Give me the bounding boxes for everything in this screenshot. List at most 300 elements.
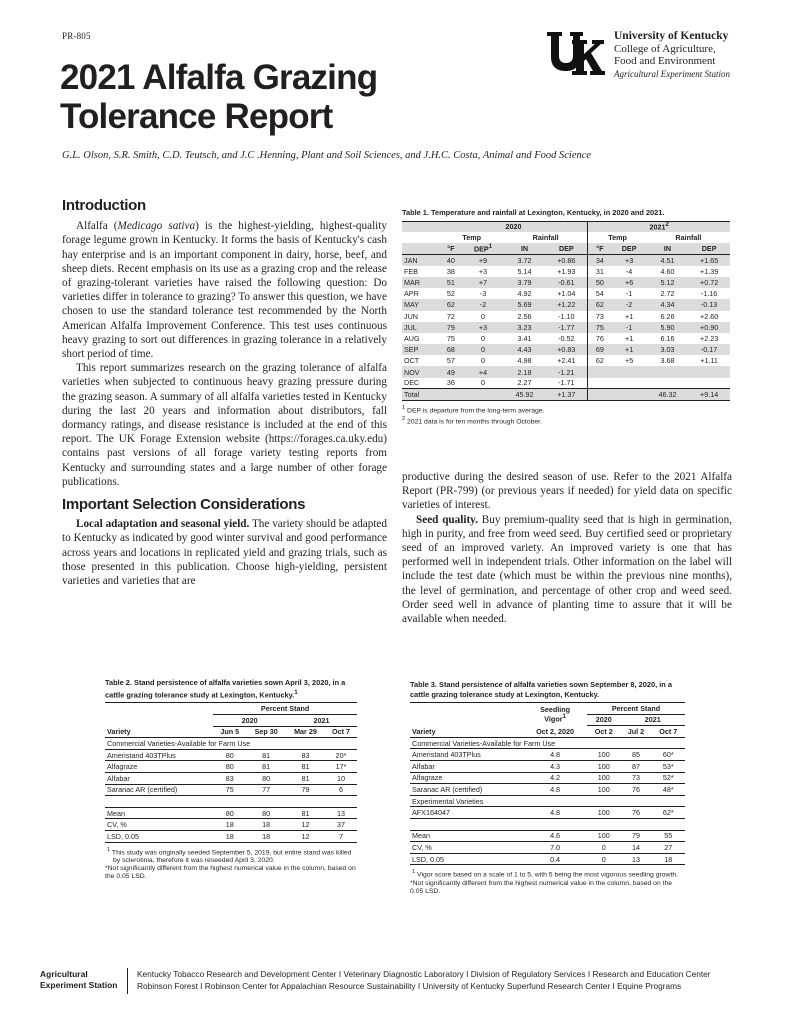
year-2020-header: 2020 bbox=[440, 221, 588, 232]
table-cell: 81 bbox=[301, 773, 310, 783]
table-cell: 81 bbox=[301, 762, 310, 772]
table-cell: -2 bbox=[479, 300, 487, 310]
spacer-row bbox=[105, 796, 357, 808]
row-label: SEP bbox=[404, 345, 419, 355]
table-cell: 7.0 bbox=[550, 842, 561, 852]
table-cell: 0.4 bbox=[550, 854, 561, 864]
variety-name: AFX164047 bbox=[412, 808, 450, 818]
table-cell: -1.77 bbox=[558, 322, 575, 332]
table-cell: 0 bbox=[481, 378, 485, 388]
table-cell: 100 bbox=[597, 773, 610, 783]
table-row bbox=[105, 773, 357, 785]
table-cell: 6 bbox=[338, 785, 343, 795]
table-cell: 0 bbox=[481, 311, 485, 321]
table-cell: 5.14 bbox=[517, 266, 532, 276]
table-row bbox=[410, 749, 685, 761]
table-row bbox=[410, 830, 685, 842]
table-cell: 4.51 bbox=[660, 255, 675, 265]
table-3-caption: Table 3. Stand persistence of alfalfa varieties sown September 8, 2020, in a cattle grazing tolerance study at Lexington, Kentucky. bbox=[410, 680, 672, 699]
intro-heading: Introduction bbox=[62, 197, 146, 214]
table-cell: 50 bbox=[588, 277, 612, 288]
year-2021-header: 2021 bbox=[286, 715, 357, 727]
rain-header: Rainfall bbox=[532, 233, 559, 243]
variety-name: Alfabar bbox=[107, 773, 130, 783]
table-cell: 20* bbox=[335, 750, 347, 760]
table-cell: 17* bbox=[335, 762, 347, 772]
table-cell: 3.03 bbox=[660, 345, 675, 355]
table-row bbox=[402, 255, 730, 266]
table-3-footnote-2: *Not significantly different from the highest numerical value in the column, based on the 0.05 LSD. bbox=[410, 879, 673, 895]
table-cell: 3.23 bbox=[517, 322, 532, 332]
table-cell: -1.10 bbox=[558, 311, 575, 321]
vigor-header: Seedling Vigor$^1$ bbox=[540, 705, 571, 724]
table-cell: 81 bbox=[301, 808, 310, 818]
table-cell: 38 bbox=[446, 266, 455, 276]
col-in-2021: IN bbox=[647, 243, 688, 254]
blank bbox=[402, 243, 440, 254]
percent-stand-header: Percent Stand bbox=[213, 703, 357, 715]
table-cell: 13 bbox=[336, 808, 345, 818]
local-adaptation-paragraph bbox=[62, 517, 387, 588]
year-2021-header: 2021$^2$ bbox=[588, 221, 730, 232]
table-cell: +0.86 bbox=[557, 255, 576, 265]
variety-name: LSD, 0.05 bbox=[107, 831, 139, 841]
variety-name: Ameristand 403TPlus bbox=[412, 750, 481, 760]
table-cell: 36 bbox=[446, 378, 455, 388]
table-cell: +1.39 bbox=[700, 266, 719, 276]
table-cell: 75 bbox=[446, 333, 455, 343]
col-header: Sep 30 bbox=[254, 727, 278, 737]
table-cell: 53* bbox=[662, 761, 674, 771]
temp-header-2021: Temp bbox=[588, 232, 647, 243]
percent-stand-header: Percent Stand bbox=[587, 703, 685, 715]
table-cell: 83 bbox=[225, 773, 234, 783]
table-cell: -0.52 bbox=[558, 333, 575, 343]
spacer-row bbox=[410, 818, 685, 830]
row-label: FEB bbox=[404, 266, 418, 276]
left-column bbox=[62, 199, 387, 588]
table-cell: 34 bbox=[588, 255, 612, 266]
table-cell: 51 bbox=[446, 278, 455, 288]
table-cell: 80 bbox=[262, 808, 271, 818]
table-cell: 18 bbox=[262, 820, 271, 830]
table-cell: 69 bbox=[588, 344, 612, 355]
table-row bbox=[410, 760, 685, 772]
table-cell bbox=[688, 366, 730, 377]
table-cell: 0 bbox=[601, 854, 606, 864]
variety-name: Ameristand 403TPlus bbox=[107, 750, 176, 760]
table-cell: 5.12 bbox=[660, 278, 675, 288]
blank bbox=[105, 715, 213, 727]
col-header: Jun 5 bbox=[220, 727, 240, 737]
table-cell: +7 bbox=[478, 278, 488, 288]
table-cell bbox=[611, 378, 646, 389]
table-cell bbox=[647, 378, 688, 389]
footer-left-line-2: Experiment Station bbox=[40, 980, 118, 990]
table-cell: 4.34 bbox=[660, 300, 675, 310]
footer-line-2: Robinson Forest I Robinson Center for Appalachian Resource Sustainability I University of Kentucky Superfund Research Center I Equine Programs bbox=[137, 980, 682, 991]
table-cell: +3 bbox=[478, 322, 488, 332]
col-in: IN bbox=[504, 243, 545, 254]
station-name: Agricultural Experiment Station bbox=[614, 69, 730, 79]
scientific-name: Medicago sativa bbox=[117, 220, 196, 233]
table-cell: 80 bbox=[225, 762, 234, 772]
table-cell bbox=[462, 389, 504, 400]
col-header: Oct 7 bbox=[331, 727, 350, 737]
variety-name: Alfagraze bbox=[412, 773, 443, 783]
row-label: JAN bbox=[404, 255, 418, 265]
table-cell: 37 bbox=[336, 820, 345, 830]
table-cell: 0 bbox=[481, 345, 485, 355]
table-cell: 2.56 bbox=[517, 311, 532, 321]
table-cell: 0 bbox=[481, 356, 485, 366]
variety-name: Mean bbox=[107, 808, 125, 818]
rain-header-2021: Rainfall bbox=[675, 233, 702, 243]
year-2020-header: 2020 bbox=[587, 714, 620, 726]
table-cell: 87 bbox=[631, 761, 640, 771]
stand-table-2021 bbox=[410, 702, 685, 865]
table-cell: -0.61 bbox=[558, 278, 575, 288]
table-cell: 4.2 bbox=[550, 773, 561, 783]
footer-programs bbox=[137, 969, 767, 992]
table-cell: 3.79 bbox=[517, 278, 532, 288]
section-label: Commercial Varieties-Available for Farm Use bbox=[105, 738, 357, 750]
table-cell: +4 bbox=[478, 367, 488, 377]
table-cell: +2.60 bbox=[700, 311, 719, 321]
publication-number: PR-805 bbox=[62, 31, 91, 41]
variety-header: Variety bbox=[412, 726, 436, 736]
table-cell: 18 bbox=[225, 820, 234, 830]
blank bbox=[410, 703, 523, 715]
table-row bbox=[402, 266, 730, 277]
table-row bbox=[410, 807, 685, 819]
table-1-footnote-2: $^2$ 2021 data is for ten months through October. bbox=[402, 415, 542, 426]
table-cell: 54 bbox=[588, 288, 612, 299]
table-row bbox=[402, 389, 730, 400]
table-cell: 57 bbox=[446, 356, 455, 366]
table-cell bbox=[611, 389, 646, 400]
table-cell: 79 bbox=[631, 831, 640, 841]
table-cell: 12 bbox=[301, 831, 310, 841]
table-cell: 18 bbox=[225, 831, 234, 841]
table-cell: 3.72 bbox=[517, 255, 532, 265]
table-row bbox=[105, 784, 357, 796]
table-cell: +0.83 bbox=[557, 345, 576, 355]
table-cell: 5.90 bbox=[660, 322, 675, 332]
table-cell: 72 bbox=[446, 311, 455, 321]
section-label: Experimental Varieties bbox=[410, 795, 685, 807]
table-cell: +6 bbox=[625, 278, 634, 288]
table-cell: +0.72 bbox=[700, 278, 719, 288]
table-row bbox=[402, 322, 730, 333]
table-cell: 4.43 bbox=[517, 345, 532, 355]
table-cell: 45.92 bbox=[515, 389, 534, 399]
table-cell: 7 bbox=[338, 831, 343, 841]
table-cell: 100 bbox=[597, 808, 610, 818]
table-row bbox=[402, 378, 730, 389]
table-cell: 80 bbox=[225, 750, 234, 760]
continuation-paragraph: productive during the desired season of use. Refer to the 2021 Alfalfa Report (PR-799) (or previous years if needed) for yield data on specific varieties of interest. bbox=[402, 471, 732, 512]
table-cell: 100 bbox=[597, 831, 610, 841]
table-row bbox=[402, 333, 730, 344]
table-cell: 3.41 bbox=[517, 333, 532, 343]
table-cell: 52* bbox=[662, 773, 674, 783]
table-cell: 18 bbox=[262, 831, 271, 841]
table-row bbox=[105, 831, 357, 843]
right-column bbox=[402, 470, 732, 626]
table-cell: 76 bbox=[631, 808, 640, 818]
variety-name: CV, % bbox=[107, 820, 127, 830]
table-3-footnote-1: $^1$ Vigor score based on a scale of 1 to 5, with 5 being the most vigorous seedling growth. bbox=[412, 869, 679, 879]
table-cell: 73 bbox=[631, 773, 640, 783]
row-label: NOV bbox=[404, 367, 420, 377]
selection-heading: Important Selection Considerations bbox=[62, 496, 306, 514]
table-cell: +5 bbox=[625, 356, 634, 366]
table-cell bbox=[440, 389, 463, 400]
table-row bbox=[410, 842, 685, 854]
table-cell: +1.65 bbox=[700, 255, 719, 265]
table-row bbox=[402, 344, 730, 355]
table-cell: 68 bbox=[446, 345, 455, 355]
col-header: Mar 29 bbox=[294, 727, 317, 737]
col-dep-rain-2021: DEP bbox=[688, 243, 730, 254]
table-cell: 81 bbox=[262, 750, 271, 760]
table-cell bbox=[688, 378, 730, 389]
blank bbox=[105, 703, 213, 715]
table-cell: -4 bbox=[625, 266, 633, 276]
variety-name: Mean bbox=[412, 831, 430, 841]
table-cell: 76 bbox=[588, 333, 612, 344]
table-2-footnote-1: $^1$ This study was originally seeded September 5, 2019, but entire stand was killed by sclerotinia, therefore it was reseeded April 3, 2020. bbox=[107, 846, 352, 865]
table-cell: -1 bbox=[625, 322, 633, 332]
table-cell: 6.16 bbox=[660, 333, 675, 343]
table-cell: +1.04 bbox=[557, 289, 576, 299]
table-1-footnote-1: $^1$ DEP is departure from the long-term average. bbox=[402, 404, 545, 414]
temp-header: Temp bbox=[462, 233, 482, 243]
table-cell: 100 bbox=[597, 784, 610, 794]
table-cell: 85 bbox=[631, 750, 640, 760]
blank bbox=[410, 714, 523, 726]
table-cell: 55 bbox=[664, 831, 673, 841]
section-row bbox=[105, 738, 357, 750]
table-cell: -0.13 bbox=[700, 300, 718, 310]
table-1 bbox=[402, 208, 732, 426]
table-row bbox=[402, 277, 730, 288]
table-row bbox=[105, 819, 357, 831]
table-cell: +1 bbox=[625, 311, 634, 321]
table-cell: 2.72 bbox=[660, 289, 675, 299]
table-cell: 79 bbox=[301, 785, 310, 795]
col-dep: DEP$^1$ bbox=[462, 243, 504, 254]
table-cell: +3 bbox=[625, 255, 634, 265]
table-row bbox=[410, 772, 685, 784]
table-cell bbox=[588, 389, 612, 400]
table-cell: 48* bbox=[662, 784, 674, 794]
table-row bbox=[105, 749, 357, 761]
college-line-2: Food and Environment bbox=[614, 55, 716, 67]
section-row bbox=[410, 795, 685, 807]
row-label: Total bbox=[404, 389, 420, 399]
col-header: Oct 2 bbox=[594, 726, 613, 736]
table-cell: 31 bbox=[588, 266, 612, 277]
table-cell bbox=[588, 366, 612, 377]
footer-line-1: Kentucky Tobacco Research and Development Center I Veterinary Diagnostic Laboratory I Division of Regulatory Services I Research and Education Center bbox=[137, 969, 711, 979]
table-cell: 40 bbox=[446, 255, 455, 265]
page-title: 2021 Alfalfa Grazing Tolerance Report bbox=[60, 58, 378, 136]
table-cell: +1.37 bbox=[557, 389, 576, 399]
table-row bbox=[402, 311, 730, 322]
table-cell: 62 bbox=[588, 299, 612, 310]
table-2-caption: Table 2. Stand persistence of alfalfa varieties sown April 3, 2020, in a cattle grazing tolerance study at Lexington, Kentucky.$^1$ bbox=[105, 678, 346, 699]
row-label: AUG bbox=[404, 333, 420, 343]
table-row bbox=[410, 784, 685, 796]
table-cell: +1 bbox=[625, 345, 634, 355]
table-cell: 77 bbox=[262, 785, 271, 795]
table-cell: 6.26 bbox=[660, 311, 675, 321]
table-row bbox=[402, 355, 730, 366]
table-cell: +1.22 bbox=[557, 300, 576, 310]
col-header: Oct 7 bbox=[659, 726, 678, 736]
col-f: °F bbox=[440, 243, 463, 254]
row-label: JUN bbox=[404, 311, 418, 321]
table-cell: 100 bbox=[597, 761, 610, 771]
table-cell: 4.8 bbox=[550, 808, 561, 818]
variety-name: LSD, 0.05 bbox=[412, 854, 444, 864]
table-cell: 62* bbox=[662, 808, 674, 818]
university-block bbox=[614, 30, 784, 81]
footer-divider bbox=[127, 968, 128, 994]
year-2021-header: 2021 bbox=[620, 714, 685, 726]
table-cell: 0 bbox=[481, 333, 485, 343]
footer-station-label bbox=[40, 969, 132, 991]
table-row bbox=[402, 299, 730, 310]
seed-quality-paragraph bbox=[402, 513, 732, 627]
table-2 bbox=[105, 678, 357, 882]
table-cell: +1.93 bbox=[557, 266, 576, 276]
table-row bbox=[402, 288, 730, 299]
footer-left-line-1: Agricultural bbox=[40, 969, 88, 979]
table-cell bbox=[588, 378, 612, 389]
col-f-2021: °F bbox=[588, 243, 612, 254]
table-cell: 14 bbox=[631, 842, 640, 852]
table-cell: 4.92 bbox=[517, 289, 532, 299]
table-cell: 4.8 bbox=[550, 750, 561, 760]
university-name: University of Kentucky bbox=[614, 30, 729, 42]
table-cell: 73 bbox=[588, 311, 612, 322]
table-cell: -1.71 bbox=[558, 378, 575, 388]
table-cell: +3 bbox=[478, 266, 488, 276]
row-label: MAR bbox=[404, 278, 420, 288]
table-cell: +0.90 bbox=[700, 322, 719, 332]
table-cell: 13 bbox=[631, 854, 640, 864]
table-row bbox=[402, 366, 730, 377]
college-line-1: College of Agriculture, bbox=[614, 43, 716, 55]
table-cell: 46.32 bbox=[658, 389, 677, 399]
table-cell: +9 bbox=[478, 255, 488, 265]
table-cell: 4.98 bbox=[517, 356, 532, 366]
table-cell: 80 bbox=[225, 808, 234, 818]
local-adaptation-runin: Local adaptation and seasonal yield. bbox=[76, 518, 250, 531]
uk-logo bbox=[545, 30, 605, 77]
section-row bbox=[410, 737, 685, 749]
table-cell: +1 bbox=[625, 333, 634, 343]
spacer-cell bbox=[105, 796, 357, 808]
seed-quality-runin: Seed quality. bbox=[416, 513, 478, 526]
section-label: Commercial Varieties-Available for Farm Use bbox=[410, 737, 685, 749]
table-cell: +1.11 bbox=[700, 356, 718, 366]
table-cell: 79 bbox=[446, 322, 455, 332]
variety-name: Saranac AR (certified) bbox=[412, 784, 483, 794]
row-label: DEC bbox=[404, 378, 420, 388]
table-2-footnote-2: *Not significantly different from the highest numerical value in the column, based on the 0.05 LSD. bbox=[105, 865, 356, 881]
table-cell bbox=[647, 366, 688, 377]
intro-text-a: Alfalfa ( bbox=[76, 220, 118, 233]
variety-name: Saranac AR (certified) bbox=[107, 785, 178, 795]
local-adaptation-text: The variety should be adapted to Kentucky as indicated by good winter survival and good performance across years and locations in replicated yield and grazing trials, such as those presented in this publication. Choose high-yielding, persistent varieties and varieties that are bbox=[62, 518, 387, 588]
spacer-cell bbox=[410, 818, 685, 830]
intro-text-b: ) is the highest-yielding, highest-quality forage legume grown in Kentucky. It forms the basis of Kentucky's cash hay enterprise and is an important component in dairy, horse, beef, and sheep diets. Recent emphasis on its use as a grazing crop and the release of grazing-tolerant varieties have raised the following question: Do varieties differ in tolerance to grazing? To answer this question, we have chosen to use the standard tolerance test recommended by the North American Alfalfa Improvement Conference. This test uses continuous heavy grazing to sort out differences in grazing tolerance in a relatively short period of time. bbox=[62, 220, 387, 361]
table-cell: 4.3 bbox=[550, 761, 561, 771]
weather-table bbox=[402, 221, 730, 401]
table-cell: 52 bbox=[446, 289, 455, 299]
table-cell: -0.17 bbox=[700, 345, 718, 355]
table-cell: 80 bbox=[262, 773, 271, 783]
row-label: MAY bbox=[404, 300, 420, 310]
table-row bbox=[105, 761, 357, 773]
authors-line: G.L. Olson, S.R. Smith, C.D. Teutsch, and J.C .Henning, Plant and Soil Sciences, and J.H.C. Costa, Animal and Food Science bbox=[62, 150, 592, 161]
table-cell: 75 bbox=[588, 322, 612, 333]
table-cell bbox=[611, 366, 646, 377]
table-cell: 60* bbox=[662, 750, 674, 760]
row-label: JUL bbox=[404, 322, 417, 332]
table-cell: 12 bbox=[301, 820, 310, 830]
row-label: OCT bbox=[404, 356, 420, 366]
intro-paragraph-2: This report summarizes research on the grazing tolerance of alfalfa varieties when subjected to continuous heavy grazing pressure during the grazing season. A summary of all alfalfa varieties tested in Kentucky during the last 20 years and information about distributors, fall dormancy ratings, and disease resistance is included at the end of this report. The UK Forage Extension website (https://forages.ca.uky.edu) contains past versions of all forage variety testing reports from Kentucky and surrounding states and a large number of other forage publications. bbox=[62, 362, 387, 488]
table-cell: 2.27 bbox=[517, 378, 532, 388]
row-label: APR bbox=[404, 289, 419, 299]
table-row bbox=[105, 807, 357, 819]
col-header: Jul 2 bbox=[627, 726, 645, 736]
year-2020-header: 2020 bbox=[213, 715, 286, 727]
table-cell: -1 bbox=[625, 289, 633, 299]
table-cell: 100 bbox=[597, 750, 610, 760]
variety-name: Alfagraze bbox=[107, 762, 138, 772]
table-cell: 49 bbox=[446, 367, 455, 377]
table-cell: -1.21 bbox=[558, 367, 575, 377]
table-cell: 5.69 bbox=[517, 300, 532, 310]
table-cell: 4.8 bbox=[550, 784, 561, 794]
col-dep-2021: DEP bbox=[611, 243, 646, 254]
table-cell: -1.16 bbox=[700, 289, 718, 299]
col-dep-rain: DEP bbox=[545, 243, 588, 254]
blank bbox=[402, 232, 440, 243]
table-cell: 10 bbox=[336, 773, 345, 783]
table-cell: 27 bbox=[664, 842, 673, 852]
variety-name: CV, % bbox=[412, 842, 432, 852]
variety-name: Alfabar bbox=[412, 761, 435, 771]
table-cell: -3 bbox=[479, 289, 487, 299]
corner-cell bbox=[402, 221, 440, 232]
table-cell: 18 bbox=[664, 854, 673, 864]
intro-paragraph-1 bbox=[62, 219, 387, 361]
table-cell: 0 bbox=[601, 842, 606, 852]
table-cell: +2.23 bbox=[700, 333, 719, 343]
table-cell: 4.6 bbox=[550, 831, 561, 841]
col-header: Oct 2, 2020 bbox=[536, 726, 575, 736]
table-cell: 4.60 bbox=[660, 266, 675, 276]
stand-table-2020 bbox=[105, 702, 357, 842]
seed-quality-text: Buy premium-quality seed that is high in germination, high in purity, and free from weed seed. Buy certified seed or proprietary seed of an improved variety. An improved variety is one that has performed well in independent trials. Other information on the label will include the test date (which must be within the previous nine months), the level of germination, and percentage of other crop and weed seed. Order seed well in advance of planting time to assure that it will be available when needed. bbox=[402, 513, 732, 626]
